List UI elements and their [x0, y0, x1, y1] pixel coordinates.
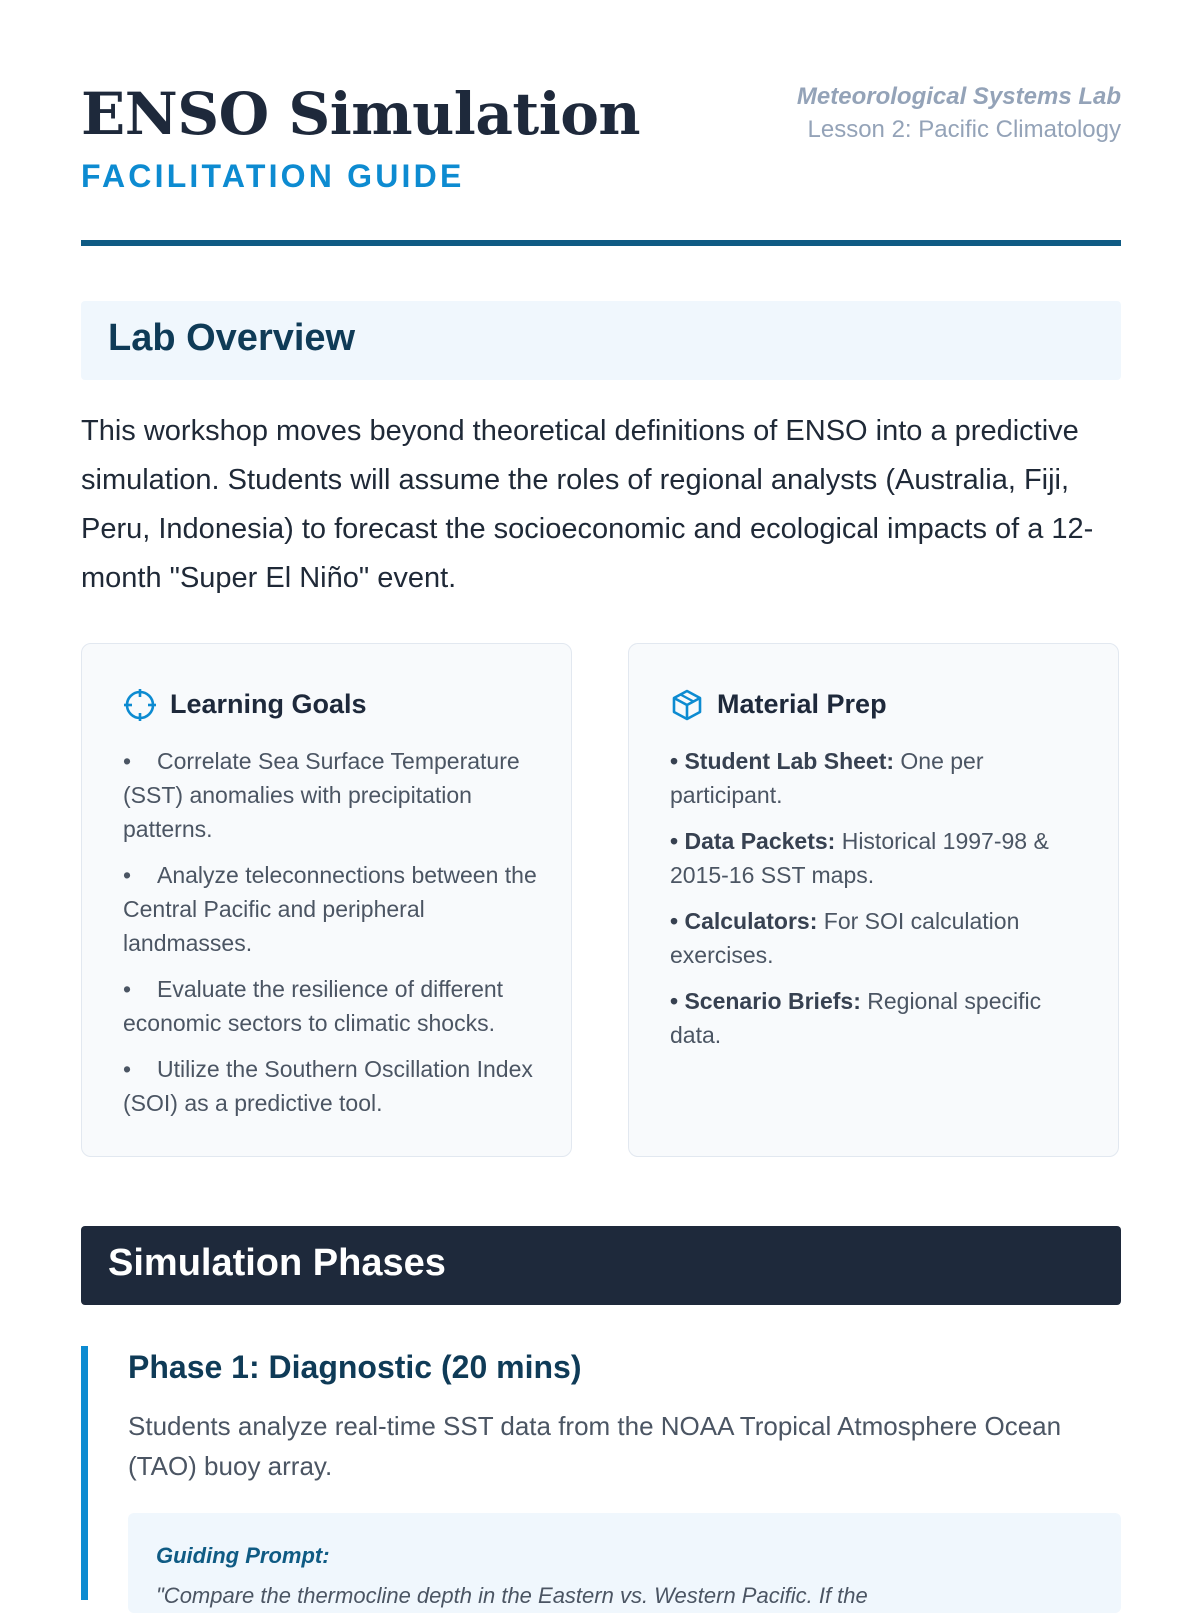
phase-1-section — [81, 1346, 1121, 1608]
material-prep-card — [628, 643, 1119, 1157]
list-item: • Utilize the Southern Oscillation Index (SOI) as a predictive tool. — [123, 1052, 543, 1120]
list-item: • Analyze teleconnections between the Central Pacific and peripheral landmasses. — [123, 858, 543, 960]
list-item: • Scenario Briefs: Regional specific data. — [670, 988, 1042, 1048]
simulation-phases-heading-text: Simulation Phases — [108, 1242, 446, 1284]
bullet: • — [670, 908, 679, 934]
lesson-label: Lesson 2: Pacific Climatology — [807, 116, 1121, 143]
header — [81, 80, 1121, 250]
bullet: • — [670, 988, 679, 1014]
bullet: • — [670, 748, 679, 774]
material-prep-title: Material Prep — [717, 689, 887, 719]
list-item: • Correlate Sea Surface Temperature (SST) anomalies with precipitation patterns. — [123, 744, 543, 846]
bullet: • — [670, 828, 679, 854]
learning-goals-card — [81, 643, 572, 1157]
list-item: • Evaluate the resilience of different economic sectors to climatic shocks. — [123, 972, 543, 1040]
phase-1-title: Phase 1: Diagnostic (20 mins) — [128, 1349, 582, 1385]
lab-name: Meteorological Systems Lab — [796, 83, 1121, 110]
learning-goals-list — [123, 744, 543, 1132]
lab-overview-text: This workshop moves beyond theoretical definitions of ENSO into a predictive simulation. Students will assume the roles of regional analysts (Australia, Fiji, Peru, Indonesia) to forecast the socioeconomic and ecological impacts of a 12-month "Super El Niño" event. — [81, 415, 1094, 594]
guiding-prompt-box — [128, 1513, 1121, 1613]
bullet: • — [123, 1056, 132, 1082]
simulation-phases-heading — [81, 1226, 1121, 1305]
material-prep-list — [670, 744, 1090, 1064]
phase-accent-bar — [81, 1346, 88, 1600]
page-title: ENSO Simulation — [81, 80, 641, 148]
learning-goals-title: Learning Goals — [170, 689, 367, 719]
list-item: • Data Packets: Historical 1997-98 & 2015-16 SST maps. — [670, 828, 1049, 888]
guiding-prompt-text: "Compare the thermocline depth in the Eastern vs. Western Pacific. If the — [156, 1583, 868, 1608]
list-item: • Calculators: For SOI calculation exercises. — [670, 908, 1020, 968]
lab-overview-heading — [81, 301, 1121, 380]
lab-overview-heading-text: Lab Overview — [108, 317, 356, 359]
guiding-prompt-label: Guiding Prompt: — [156, 1543, 330, 1568]
cube-icon — [670, 688, 704, 722]
phase-1-description: Students analyze real-time SST data from the NOAA Tropical Atmosphere Ocean (TAO) buoy array. — [128, 1411, 1062, 1481]
crosshair-icon — [123, 688, 157, 722]
header-divider — [81, 240, 1121, 246]
list-item: • Student Lab Sheet: One per participant. — [670, 748, 984, 808]
bullet: • — [123, 748, 132, 774]
bullet: • — [123, 862, 132, 888]
bullet: • — [123, 976, 132, 1002]
page-subtitle: FACILITATION GUIDE — [81, 158, 465, 194]
